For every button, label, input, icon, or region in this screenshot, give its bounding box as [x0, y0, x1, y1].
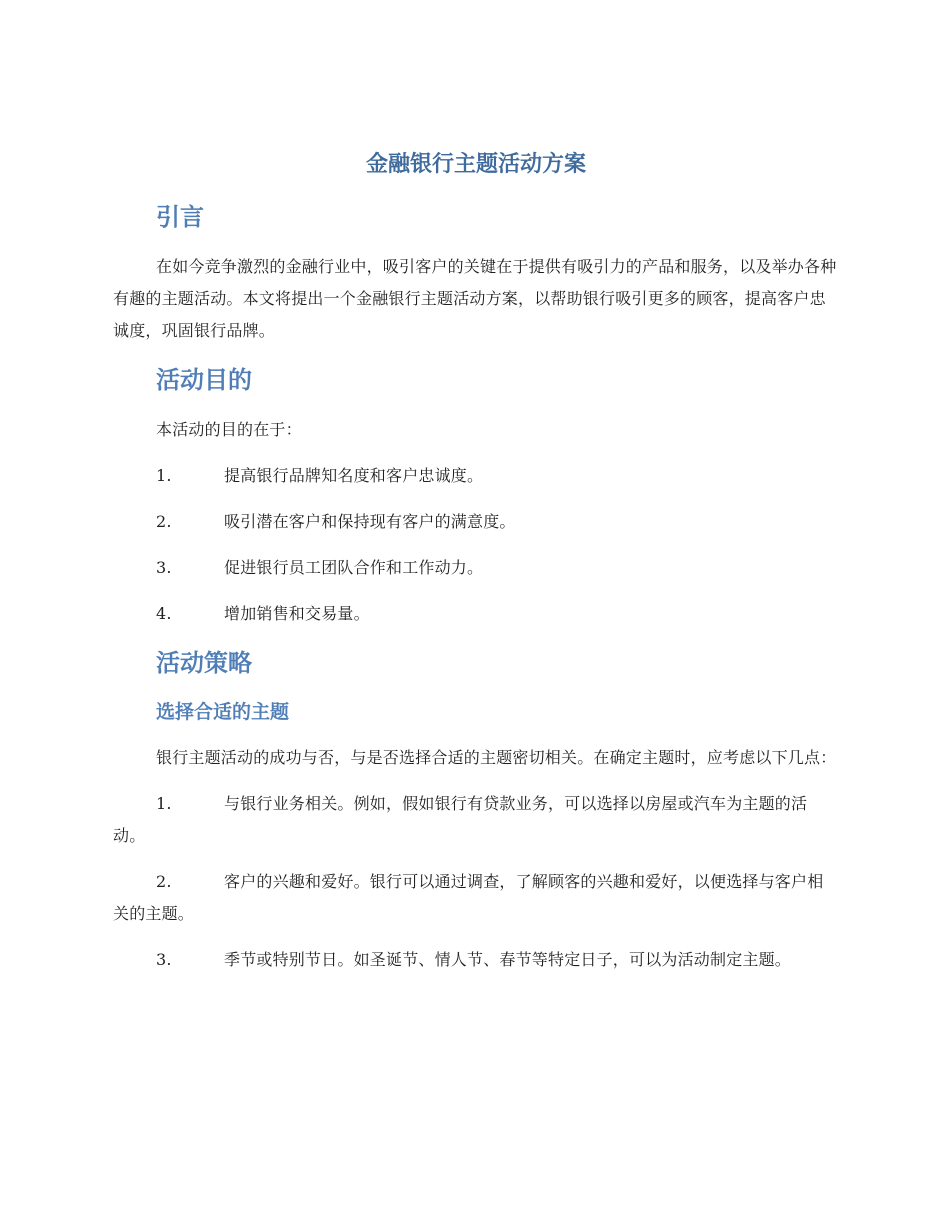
heading-intro: 引言 — [156, 203, 204, 231]
purpose-lead: 本活动的目的在于： — [156, 420, 302, 439]
list-text: 客户的兴趣和爱好。银行可以通过调查，了解顾客的兴趣和爱好，以便选择与客户相关的主题。 — [113, 872, 824, 923]
list-text: 吸引潜在客户和保持现有客户的满意度。 — [224, 512, 516, 531]
list-number: 3. — [156, 950, 172, 969]
list-number: 4. — [156, 604, 172, 623]
strategy-item-3 — [113, 944, 839, 976]
heading-strategy: 活动策略 — [156, 649, 252, 677]
list-number: 1. — [156, 466, 172, 485]
strategy-item-2 — [113, 866, 839, 930]
list-number: 2. — [156, 512, 172, 531]
list-text: 与银行业务相关。例如，假如银行有贷款业务，可以选择以房屋或汽车为主题的活动。 — [113, 794, 808, 845]
purpose-item-1 — [113, 460, 839, 492]
document-page — [113, 140, 839, 976]
strategy-item-1 — [113, 788, 839, 852]
heading-purpose: 活动目的 — [156, 366, 252, 394]
purpose-item-4 — [113, 598, 839, 630]
list-number: 1. — [156, 794, 172, 813]
list-text: 促进银行员工团队合作和工作动力。 — [224, 558, 484, 577]
subheading-choose-theme: 选择合适的主题 — [156, 701, 290, 723]
document-title: 金融银行主题活动方案 — [365, 152, 586, 177]
intro-paragraph: 在如今竞争激烈的金融行业中，吸引客户的关键在于提供有吸引力的产品和服务，以及举办各种有趣的主题活动。本文将提出一个金融银行主题活动方案，以帮助银行吸引更多的顾客，提高客户忠诚度，巩固银行品牌。 — [113, 257, 837, 340]
strategy-paragraph: 银行主题活动的成功与否，与是否选择合适的主题密切相关。在确定主题时，应考虑以下几点： — [156, 748, 837, 767]
list-number: 3. — [156, 558, 172, 577]
list-text: 季节或特别节日。如圣诞节、情人节、春节等特定日子，可以为活动制定主题。 — [224, 950, 792, 969]
purpose-item-3 — [113, 552, 839, 584]
list-text: 增加销售和交易量。 — [224, 604, 370, 623]
purpose-item-2 — [113, 506, 839, 538]
list-text: 提高银行品牌知名度和客户忠诚度。 — [224, 466, 484, 485]
list-number: 2. — [156, 872, 172, 891]
